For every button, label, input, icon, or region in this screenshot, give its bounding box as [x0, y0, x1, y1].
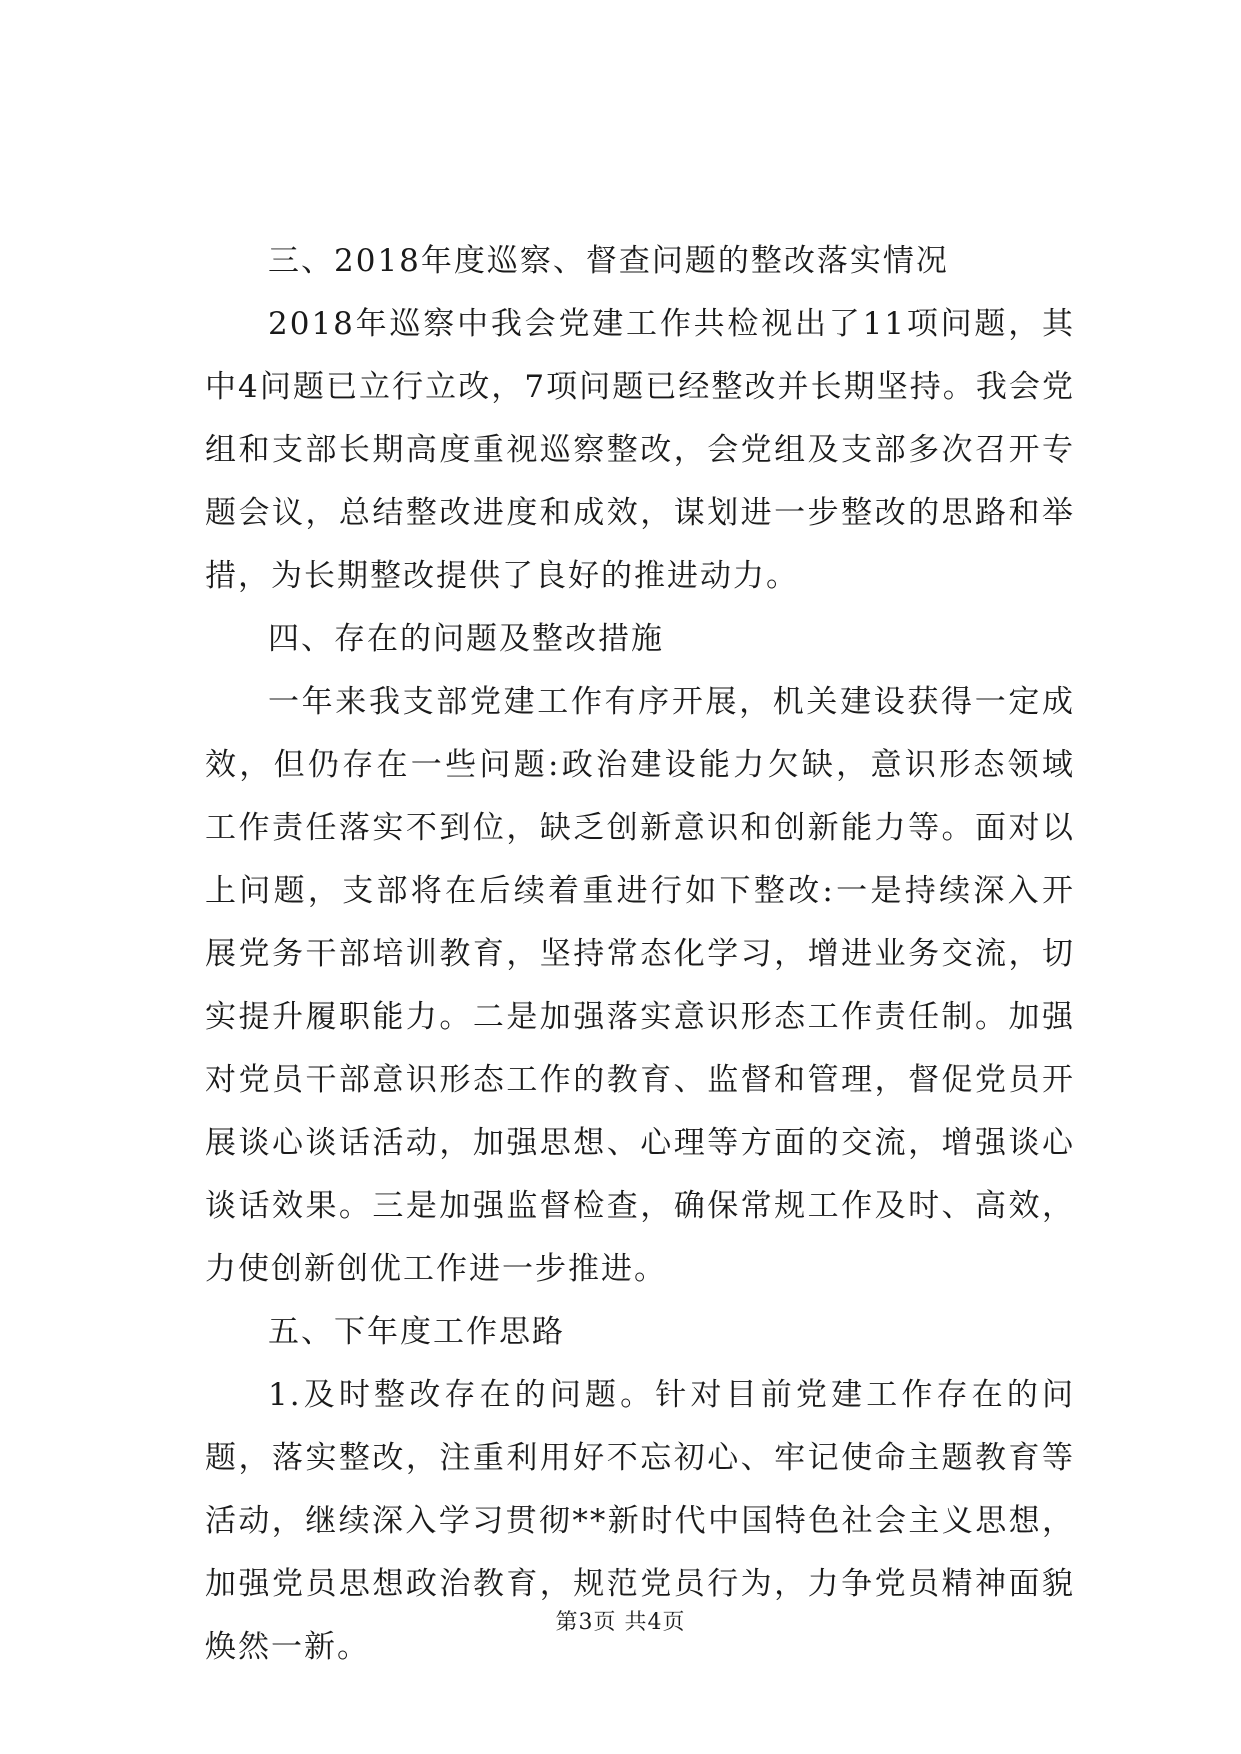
- page-footer: 第3页 共4页: [555, 1610, 686, 1635]
- section-heading-3: 三、2018年度巡察、督查问题的整改落实情况: [268, 243, 949, 279]
- section-heading-5: 五、下年度工作思路: [268, 1314, 565, 1350]
- document-body: [205, 230, 1075, 1679]
- section-5-paragraph: 1.及时整改存在的问题。针对目前党建工作存在的问题，落实整改，注重利用好不忘初心、牢记使命主题教育等活动，继续深入学习贯彻**新时代中国特色社会主义思想，加强党员思想政治教育，规范党员行为，力争党员精神面貌焕然一新。: [205, 1377, 1075, 1665]
- section-heading-4: 四、存在的问题及整改措施: [268, 621, 664, 657]
- section-3-paragraph: 2018年巡察中我会党建工作共检视出了11项问题，其中4问题已立行立改，7项问题已经整改并长期坚持。我会党组和支部长期高度重视巡察整改，会党组及支部多次召开专题会议，总结整改进度和成效，谋划进一步整改的思路和举措，为长期整改提供了良好的推进动力。: [205, 306, 1075, 594]
- section-4-paragraph: 一年来我支部党建工作有序开展，机关建设获得一定成效，但仍存在一些问题:政治建设能力欠缺，意识形态领域工作责任落实不到位，缺乏创新意识和创新能力等。面对以上问题，支部将在后续着重进行如下整改:一是持续深入开展党务干部培训教育，坚持常态化学习，增进业务交流，切实提升履职能力。二是加强落实意识形态工作责任制。加强对党员干部意识形态工作的教育、监督和管理，督促党员开展谈心谈话活动，加强思想、心理等方面的交流，增强谈心谈话效果。三是加强监督检查，确保常规工作及时、高效，力使创新创优工作进一步推进。: [205, 684, 1075, 1287]
